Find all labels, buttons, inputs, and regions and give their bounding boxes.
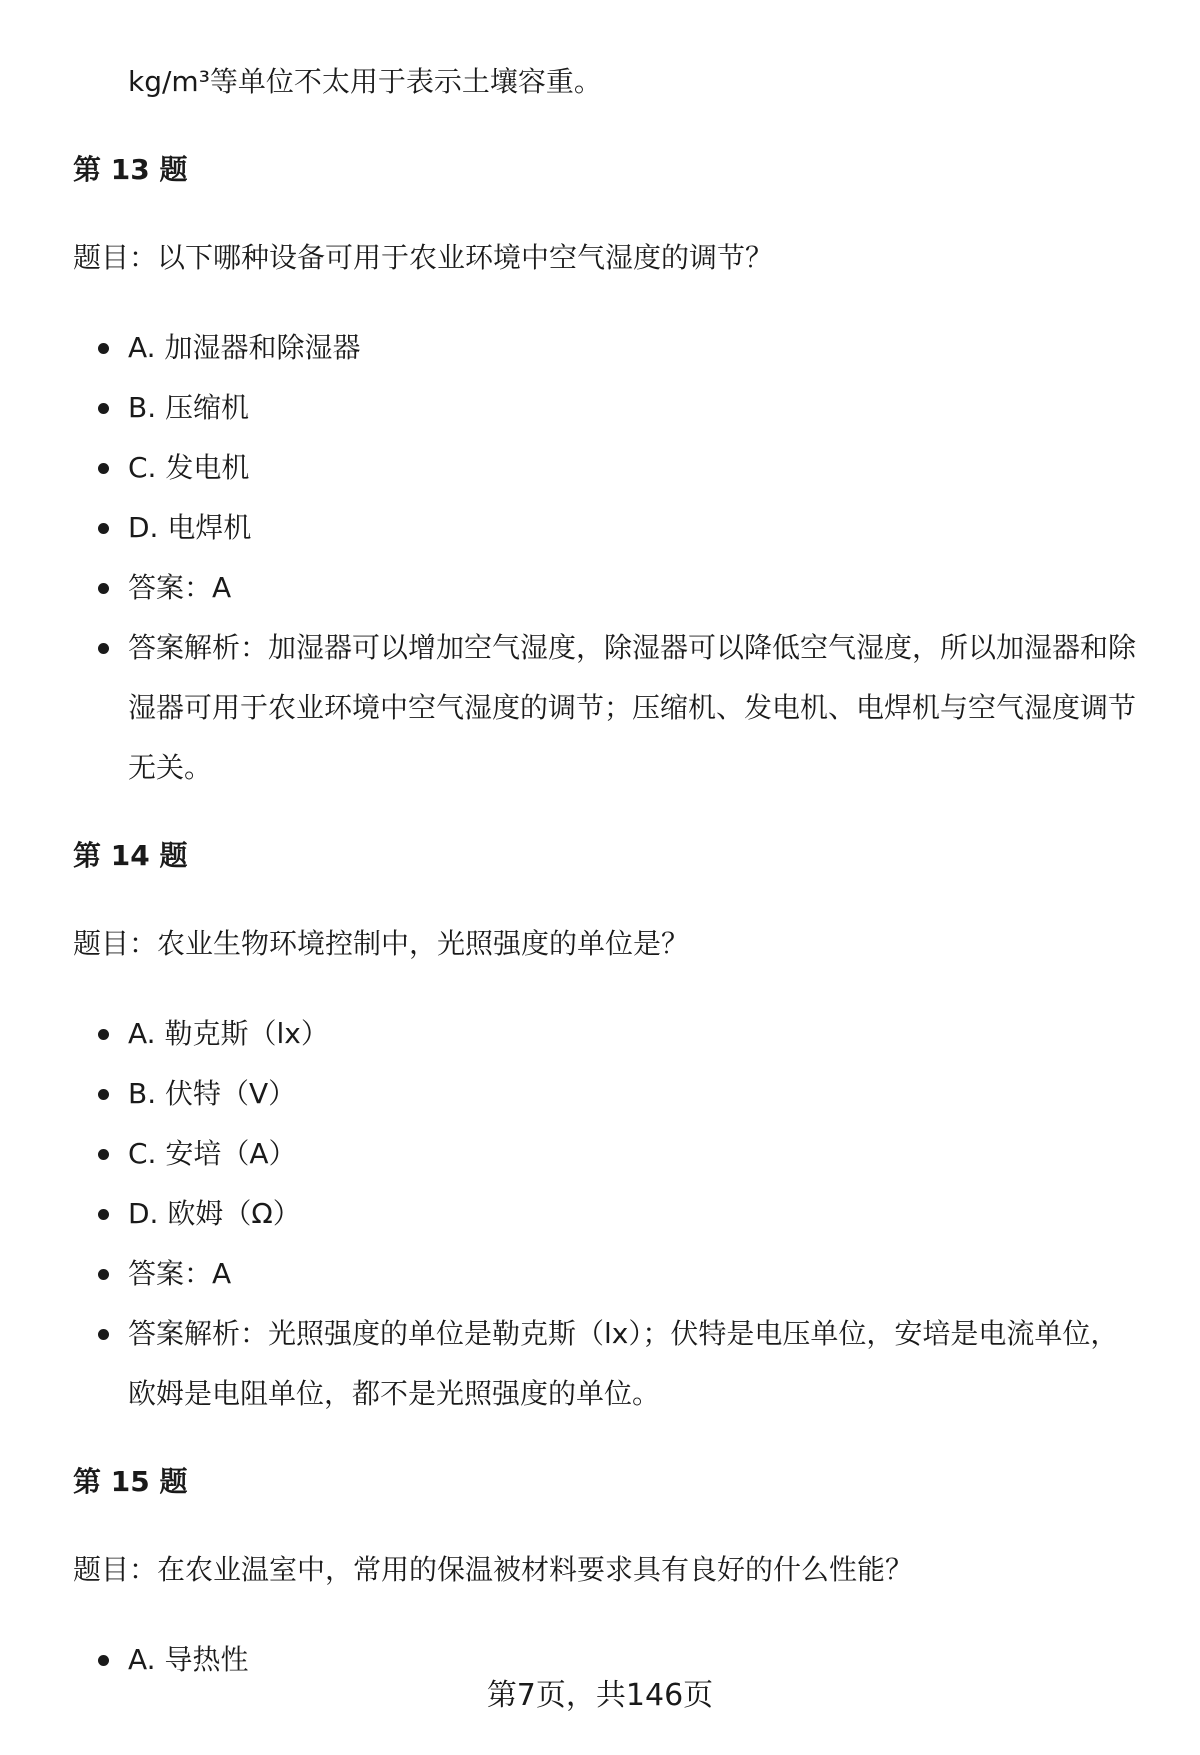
option-item [0, 1064, 1200, 1124]
option-text: D. 欧姆（Ω） [128, 1197, 301, 1230]
answer-item [0, 558, 1200, 618]
bullet-icon [98, 1089, 109, 1100]
explanation-text: 答案解析：光照强度的单位是勒克斯（lx）；伏特是电压单位，安培是电流单位，欧姆是电阻单位，都不是光照强度的单位。 [128, 1317, 1119, 1410]
answer-item [0, 1244, 1200, 1304]
option-item [0, 318, 1200, 378]
bullet-icon [98, 1029, 109, 1040]
page-footer: 第7页，共146页 [486, 1678, 714, 1713]
bullet-icon [98, 1149, 109, 1160]
bullet-icon [98, 583, 109, 594]
option-text: A. 导热性 [128, 1643, 249, 1676]
option-text: B. 压缩机 [128, 391, 250, 424]
bullet-icon [98, 1655, 109, 1666]
question-13-stem: 题目：以下哪种设备可用于农业环境中空气湿度的调节？ [73, 241, 774, 274]
option-item [0, 378, 1200, 438]
bullet-icon [98, 1209, 109, 1220]
option-item [0, 1124, 1200, 1184]
bullet-icon [98, 1269, 109, 1280]
option-item [0, 1184, 1200, 1244]
option-text: A. 加湿器和除湿器 [128, 331, 361, 364]
option-item [0, 438, 1200, 498]
question-13-heading: 第 13 题 [73, 153, 188, 186]
option-text: C. 安培（A） [128, 1137, 297, 1170]
bullet-icon [98, 1329, 109, 1340]
bullet-icon [98, 523, 109, 534]
answer-text: 答案：A [128, 1257, 232, 1290]
option-item [0, 498, 1200, 558]
option-text: B. 伏特（V） [128, 1077, 297, 1110]
explanation-text: 答案解析：加湿器可以增加空气湿度，除湿器可以降低空气湿度，所以加湿器和除湿器可用于农业环境中空气湿度的调节；压缩机、发电机、电焊机与空气湿度调节无关。 [128, 631, 1137, 784]
question-14-options [0, 1004, 1200, 1424]
question-15-stem: 题目：在农业温室中，常用的保温被材料要求具有良好的什么性能？ [73, 1553, 914, 1586]
question-14-stem: 题目：农业生物环境控制中，光照强度的单位是？ [73, 927, 690, 960]
option-text: D. 电焊机 [128, 511, 252, 544]
option-item [0, 1004, 1200, 1064]
bullet-icon [98, 403, 109, 414]
option-text: A. 勒克斯（lx） [128, 1017, 329, 1050]
question-14-heading: 第 14 题 [73, 839, 188, 872]
question-15-heading: 第 15 题 [73, 1465, 188, 1498]
bullet-icon [98, 643, 109, 654]
explanation-item [0, 1304, 1200, 1424]
bullet-icon [98, 343, 109, 354]
bullet-icon [98, 463, 109, 474]
question-13-options [0, 318, 1200, 798]
explanation-item [0, 618, 1200, 798]
continuation-text: kg/m³等单位不太用于表示土壤容重。 [128, 65, 602, 98]
answer-text: 答案：A [128, 571, 232, 604]
option-text: C. 发电机 [128, 451, 250, 484]
